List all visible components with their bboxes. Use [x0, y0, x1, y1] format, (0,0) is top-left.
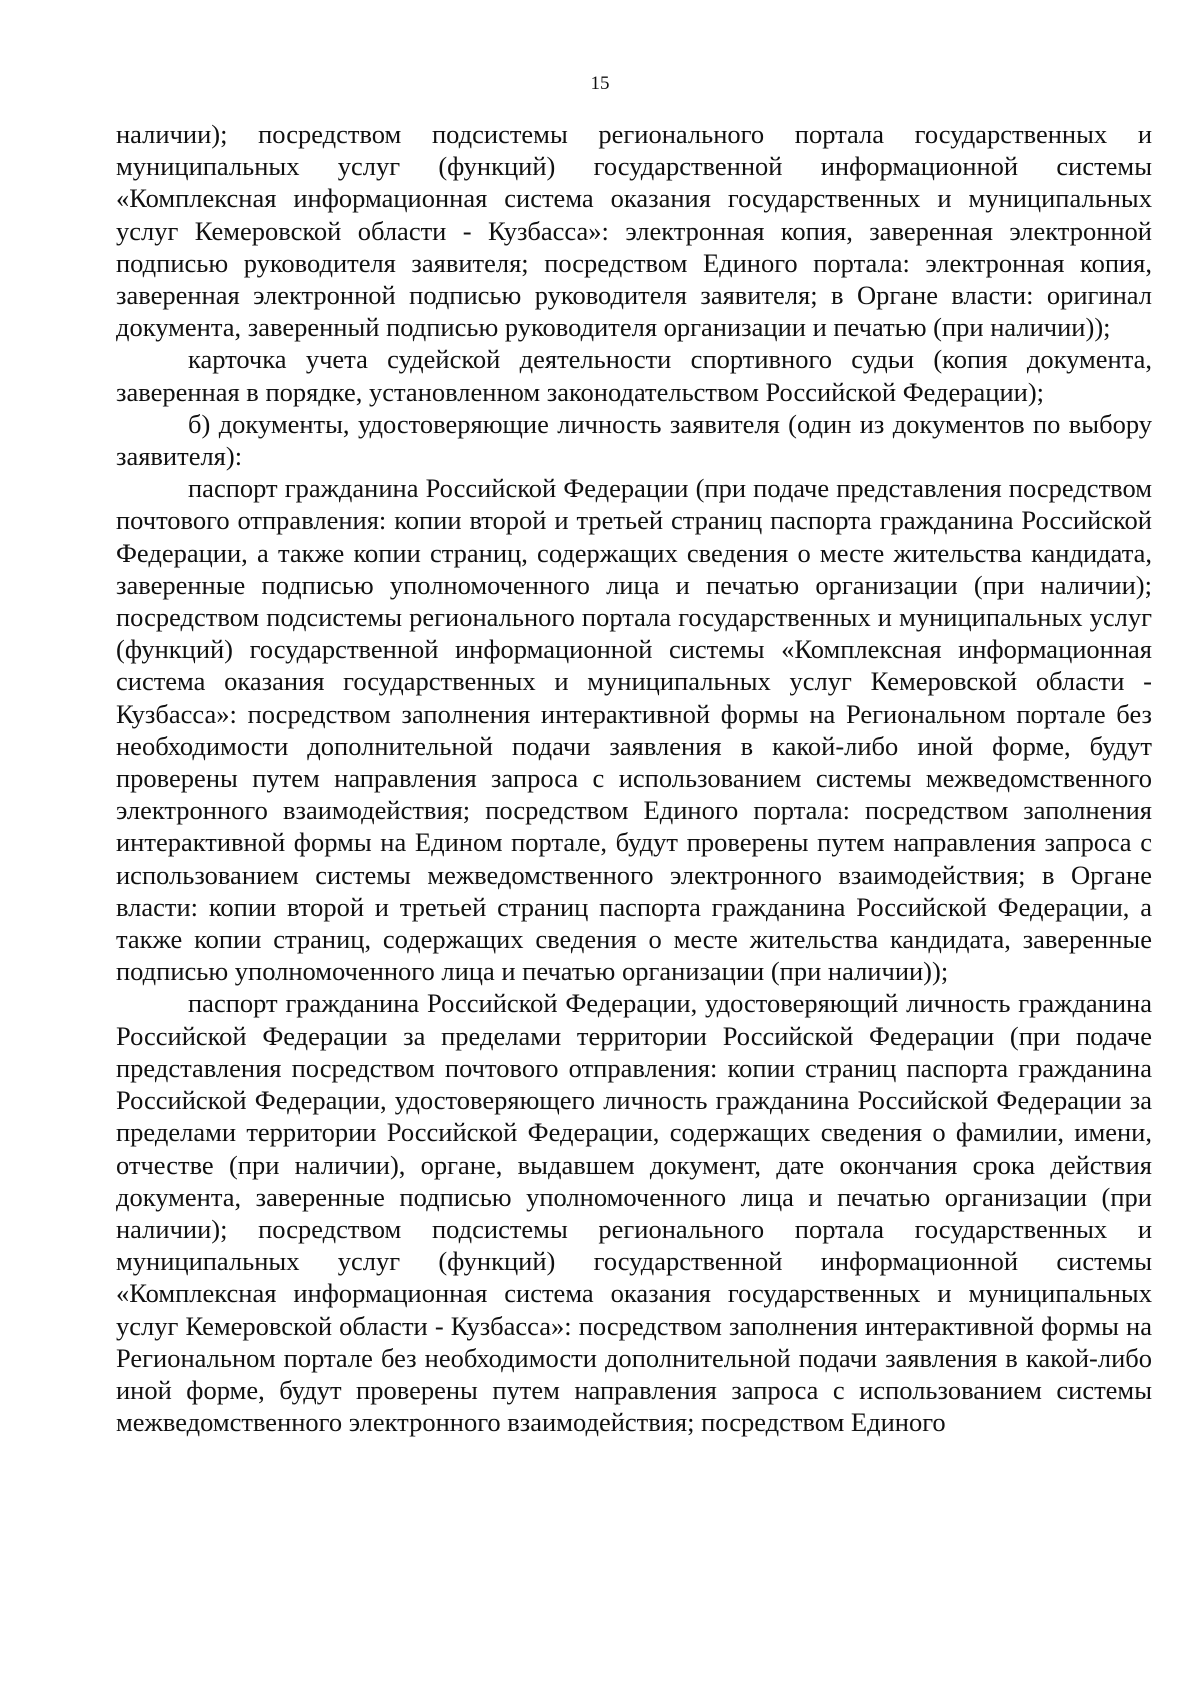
paragraph-foreign-passport: паспорт гражданина Российской Федерации, удостоверяющий личность гражданина Российской Федерации за пределами территории Российской Федерации (при подаче представления посредством почтового отправления: копии страниц паспорта гражданина Российской Федерации, удостоверяющего личность гражданина Российской Федерации за пределами территории Российской Федерации, содержащих сведения о фамилии, имени, отчестве (при наличии), органе, выдавшем документ, дате окончания срока действия документа, заверенные подписью уполномоченного лица и печатью организации (при наличии); посредством подсистемы регионального портала государственных и муниципальных услуг (функций) государственной информационной системы «Комплексная информационная система оказания государственных и муниципальных услуг Кемеровской области - Кузбасса»: посредством заполнения интерактивной формы на Региональном портале без необходимости дополнительной подачи заявления в какой-либо иной форме, будут проверены путем направления запроса с использованием системы межведомственного электронного взаимодействия; посредством Единого	[116, 988, 1152, 1438]
paragraph-referee-card: карточка учета судейской деятельности спортивного судьи (копия документа, заверенная в порядке, установленном законодательством Российской Федерации);	[116, 344, 1152, 407]
paragraph-identity-documents: б) документы, удостоверяющие личность заявителя (один из документов по выбору заявителя):	[116, 408, 1152, 472]
paragraph-continuation: наличии); посредством подсистемы регионального портала государственных и муниципальных услуг (функций) государственной информационной системы «Комплексная информационная система оказания государственных и муниципальных услуг Кемеровской области - Кузбасса»: электронная копия, заверенная электронной подписью руководителя заявителя; посредством Единого портала: электронная копия, заверенная электронной подписью руководителя заявителя; в Органе власти: оригинал документа, заверенный подписью руководителя организации и печатью (при наличии));	[116, 119, 1152, 343]
document-body	[116, 118, 1152, 1438]
page-number: 15	[590, 73, 610, 94]
paragraph-passport-rf: паспорт гражданина Российской Федерации (при подаче представления посредством почтового отправления: копии второй и третьей страниц паспорта гражданина Российской Федерации, а также копии страниц, содержащих сведения о месте жительства кандидата, заверенные подписью уполномоченного лица и печатью организации (при наличии); посредством подсистемы регионального портала государственных и муниципальных услуг (функций) государственной информационной системы «Комплексная информационная система оказания государственных и муниципальных услуг Кемеровской области - Кузбасса»: посредством заполнения интерактивной формы на Региональном портале без необходимости дополнительной подачи заявления в какой-либо иной форме, будут проверены путем направления запроса с использованием системы межведомственного электронного взаимодействия; посредством Единого портала: посредством заполнения интерактивной формы на Едином портале, будут проверены путем направления запроса с использованием системы межведомственного электронного взаимодействия; в Органе власти: копии второй и третьей страниц паспорта гражданина Российской Федерации, а также копии страниц, содержащих сведения о месте жительства кандидата, заверенные подписью уполномоченного лица и печатью организации (при наличии));	[116, 473, 1152, 987]
